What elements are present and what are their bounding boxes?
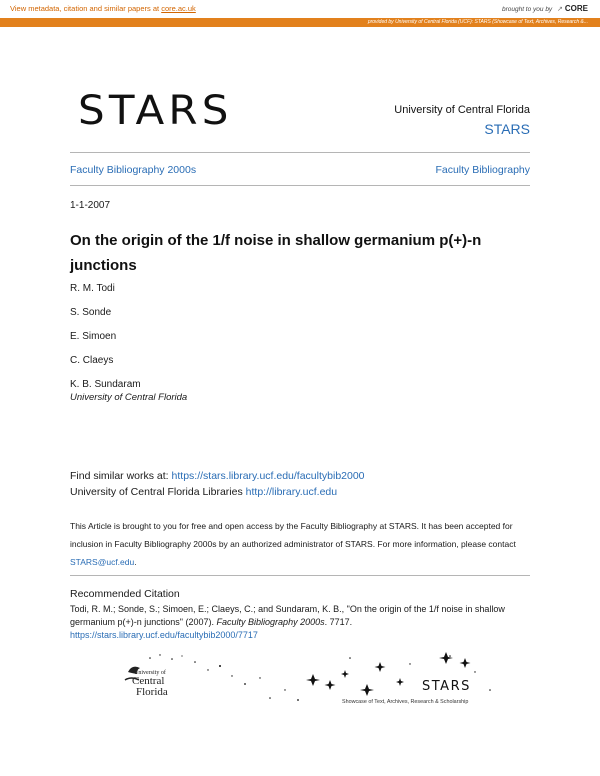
author-item bbox=[70, 330, 116, 343]
similar-label: Find similar works at: bbox=[70, 470, 169, 482]
ucf-line2: Central bbox=[132, 675, 165, 687]
access-notice bbox=[70, 517, 540, 571]
core-arrow-icon: ↗ bbox=[557, 6, 563, 13]
author-name: K. B. Sundaram bbox=[70, 379, 141, 390]
citation-number: . 7717. bbox=[324, 617, 353, 627]
author-name: C. Claeys bbox=[70, 355, 114, 366]
core-link[interactable]: core.ac.uk bbox=[161, 4, 196, 13]
author-item bbox=[70, 354, 113, 367]
similar-works bbox=[70, 468, 365, 500]
recommended-citation bbox=[70, 588, 540, 642]
nav-right-link[interactable]: Faculty Bibliography bbox=[435, 164, 530, 176]
core-brought-label: brought to you by bbox=[501, 6, 553, 13]
author-name: R. M. Todi bbox=[70, 283, 115, 294]
provider-text[interactable]: provided by University of Central Florida (UCF): STARS (Showcase of Text, Archives, Research &... bbox=[367, 19, 588, 25]
institution-name: University of Central Florida bbox=[394, 104, 530, 116]
core-logo: CORE bbox=[564, 4, 588, 13]
footer-logo-banner bbox=[120, 650, 500, 710]
contact-email-link[interactable]: STARS@ucf.edu bbox=[70, 557, 135, 567]
repository-link[interactable]: STARS bbox=[484, 121, 530, 137]
article-title: On the origin of the 1/f noise in shallow germanium p(+)-n junctions bbox=[70, 232, 482, 274]
core-metadata-text bbox=[10, 0, 196, 18]
institution-block bbox=[394, 104, 530, 137]
divider-top bbox=[70, 152, 530, 153]
citation-link[interactable]: https://stars.library.ucf.edu/facultybib2000/7717 bbox=[70, 630, 258, 640]
citation-heading: Recommended Citation bbox=[70, 588, 180, 600]
nav-left-link[interactable]: Faculty Bibliography 2000s bbox=[70, 164, 197, 176]
author-item bbox=[70, 306, 111, 319]
author-name: S. Sonde bbox=[70, 307, 112, 318]
divider-citation bbox=[70, 575, 530, 576]
similar-works-link[interactable]: https://stars.library.ucf.edu/facultybib2000 bbox=[171, 470, 365, 482]
ucf-line3: Florida bbox=[136, 686, 168, 698]
ucf-line1: University of bbox=[134, 670, 166, 676]
footer-stars-sub: Showcase of Text, Archives, Research & Scholarship bbox=[342, 699, 469, 705]
core-brand[interactable] bbox=[502, 0, 588, 19]
divider-nav bbox=[70, 185, 530, 186]
author-name: E. Simoen bbox=[70, 331, 117, 342]
citation-journal: Faculty Bibliography 2000s bbox=[216, 617, 325, 627]
author-item bbox=[70, 282, 115, 295]
libraries-link[interactable]: http://library.ucf.edu bbox=[245, 486, 338, 498]
provider-band bbox=[0, 18, 600, 27]
core-metadata-label: View metadata, citation and similar papers at bbox=[10, 4, 160, 13]
footer-stars-text: STARS bbox=[422, 679, 471, 694]
libraries-label: University of Central Florida Libraries bbox=[70, 486, 243, 498]
notice-text: This Article is brought to you for free and open access by the Faculty Bibliography at STARS. It has been accepted for inclusion in Faculty Bibliography 2000s by an authorized administrator of STARS. For more information, please contact bbox=[70, 521, 516, 549]
citation-text: Todi, R. M.; Sonde, S.; Simoen, E.; Claeys, C.; and Sundaram, K. B., "On the origin of the 1/f noise in shallow germanium p(+)-n junctions" (2007). bbox=[70, 604, 505, 627]
notice-end: . bbox=[134, 557, 137, 567]
stars-logo[interactable]: STARS bbox=[78, 88, 233, 134]
author-affiliation: University of Central Florida bbox=[70, 392, 188, 403]
author-item bbox=[70, 378, 187, 404]
publication-date: 1-1-2007 bbox=[70, 200, 111, 211]
core-bar bbox=[0, 0, 600, 18]
